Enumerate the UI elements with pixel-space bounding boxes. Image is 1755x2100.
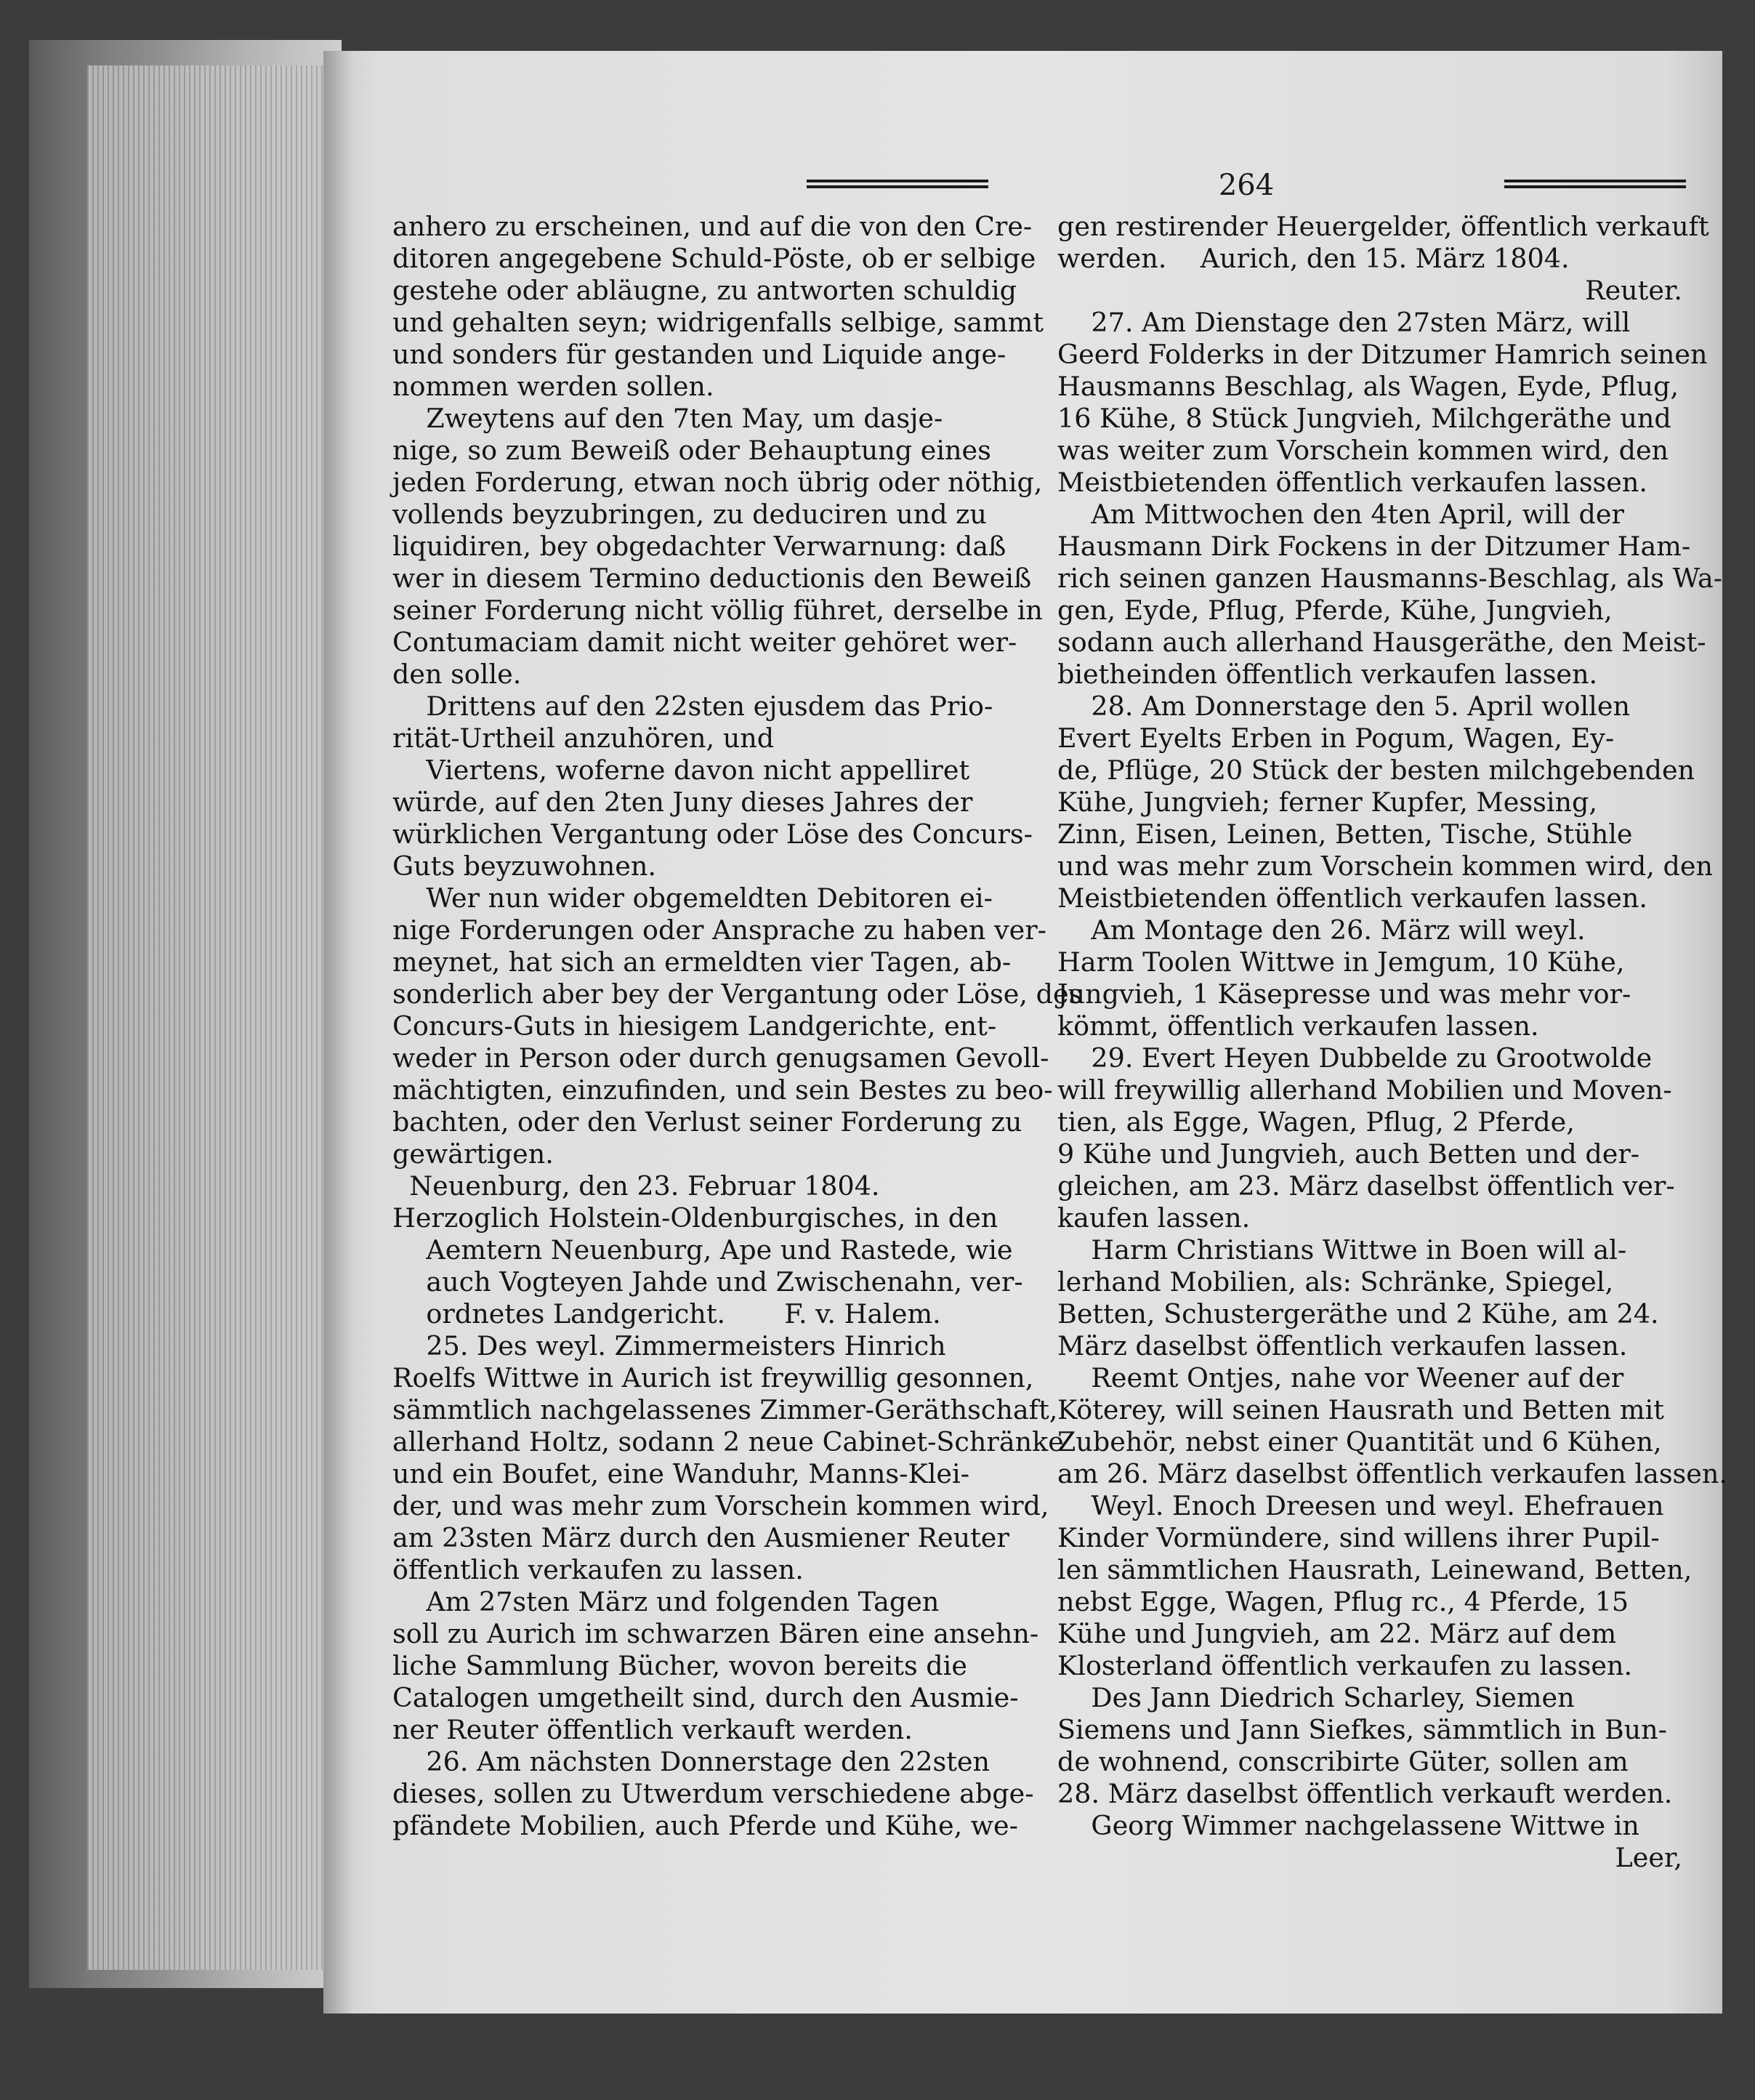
text-line: nommen werden sollen.	[392, 371, 714, 402]
text-line: len sämmtlichen Hausrath, Leinewand, Betten,	[1057, 1554, 1693, 1585]
header-rule-right	[1504, 180, 1686, 190]
text-line: Reuter.	[1585, 275, 1682, 306]
text-line: Kinder Vormündere, sind willens ihrer Pupil-	[1057, 1522, 1660, 1553]
text-line: kaufen lassen.	[1057, 1202, 1251, 1234]
text-line: ditoren angegebene Schuld-Pöste, ob er selbige	[392, 243, 1036, 274]
text-line: Kühe, Jungvieh; ferner Kupfer, Messing,	[1057, 787, 1597, 818]
text-line: lerhand Mobilien, als: Schränke, Spiegel,	[1057, 1266, 1614, 1298]
text-line: de, Pflüge, 20 Stück der besten milchgebenden	[1057, 755, 1695, 786]
text-line: auch Vogteyen Jahde und Zwischenahn, ver-	[392, 1266, 1023, 1298]
text-line: der, und was mehr zum Vorschein kommen wird,	[392, 1490, 1049, 1521]
text-line: gen, Eyde, Pflug, Pferde, Kühe, Jungvieh,	[1057, 595, 1613, 626]
text-line: anhero zu erscheinen, und auf die von den Cre-	[392, 211, 1033, 242]
text-line: Klosterland öffentlich verkaufen zu lassen.	[1057, 1650, 1633, 1681]
text-line: Evert Eyelts Erben in Pogum, Wagen, Ey-	[1057, 723, 1615, 754]
text-line: sämmtlich nachgelassenes Zimmer-Geräthschaft,	[392, 1394, 1058, 1425]
text-line: und ein Boufet, eine Wanduhr, Manns-Klei-	[392, 1458, 970, 1489]
text-line: nebst Egge, Wagen, Pflug rc., 4 Pferde, 15	[1057, 1586, 1629, 1617]
text-line: am 23sten März durch den Ausmiener Reuter	[392, 1522, 1009, 1553]
text-line: Siemens und Jann Siefkes, sämmtlich in Bun-	[1057, 1714, 1668, 1745]
book-page-stack	[87, 65, 327, 1970]
text-line: Jungvieh, 1 Käsepresse und was mehr vor-	[1057, 978, 1631, 1010]
text-line: nige, so zum Beweiß oder Behauptung eines	[392, 435, 991, 466]
text-line: ner Reuter öffentlich verkauft werden.	[392, 1714, 913, 1745]
text-line: Guts beyzuwohnen.	[392, 850, 656, 882]
text-line: Am 27sten März und folgenden Tagen	[392, 1586, 940, 1617]
text-line: März daselbst öffentlich verkaufen lassen.	[1057, 1330, 1628, 1361]
text-line: Aemtern Neuenburg, Ape und Rastede, wie	[392, 1234, 1013, 1266]
text-line: und was mehr zum Vorschein kommen wird, den	[1057, 850, 1713, 882]
text-line: gestehe oder abläugne, zu antworten schuldig	[392, 275, 1017, 306]
text-line: Harm Toolen Wittwe in Jemgum, 10 Kühe,	[1057, 946, 1625, 978]
text-line: allerhand Holtz, sodann 2 neue Cabinet-Schränke	[392, 1426, 1064, 1457]
text-line: de wohnend, conscribirte Güter, sollen am	[1057, 1746, 1629, 1777]
text-line: 29. Evert Heyen Dubbelde zu Grootwolde	[1057, 1042, 1653, 1074]
text-line: vollends beyzubringen, zu deduciren und zu	[392, 499, 987, 530]
text-line: werden. Aurich, den 15. März 1804.	[1057, 243, 1570, 274]
text-line: Reemt Ontjes, nahe vor Weener auf der	[1057, 1362, 1624, 1393]
left-text-column	[392, 211, 1083, 1842]
text-line: weder in Person oder durch genugsamen Gevoll-	[392, 1042, 1049, 1074]
text-line: Drittens auf den 22sten ejusdem das Prio-	[392, 691, 993, 722]
text-line: sonderlich aber bey der Vergantung oder Löse, des	[392, 978, 1083, 1010]
text-line: am 26. März daselbst öffentlich verkaufen lassen.	[1057, 1458, 1727, 1489]
text-line: Meistbietenden öffentlich verkaufen lassen.	[1057, 467, 1648, 498]
text-line: Contumaciam damit nicht weiter gehöret wer-	[392, 627, 1017, 658]
text-line: Zinn, Eisen, Leinen, Betten, Tische, Stühle	[1057, 818, 1633, 850]
text-line: Herzoglich Holstein-Oldenburgisches, in den	[392, 1202, 998, 1234]
text-line: Zubehör, nebst einer Quantität und 6 Kühen,	[1057, 1426, 1662, 1457]
text-line: 26. Am nächsten Donnerstage den 22sten	[392, 1746, 991, 1777]
text-line: Kühe und Jungvieh, am 22. März auf dem	[1057, 1618, 1617, 1649]
text-line: Neuenburg, den 23. Februar 1804.	[392, 1170, 880, 1202]
text-line: 25. Des weyl. Zimmermeisters Hinrich	[392, 1330, 946, 1361]
text-line: liquidiren, bey obgedachter Verwarnung: daß	[392, 531, 1006, 562]
text-line: wer in diesem Termino deductionis den Beweiß	[392, 563, 1032, 594]
text-line: mächtigten, einzufinden, und sein Bestes zu beo-	[392, 1074, 1053, 1106]
text-line: Wer nun wider obgemeldten Debitoren ei-	[392, 882, 993, 914]
text-line: jeden Forderung, etwan noch übrig oder nöthig,	[392, 467, 1043, 498]
text-line: Concurs-Guts in hiesigem Landgerichte, ent-	[392, 1010, 997, 1042]
text-line: Viertens, woferne davon nicht appelliret	[392, 755, 970, 786]
text-line: 28. Am Donnerstage den 5. April wollen	[1057, 691, 1630, 722]
page-header	[807, 164, 1686, 207]
text-line: Meistbietenden öffentlich verkaufen lassen.	[1057, 882, 1648, 914]
text-line: tien, als Egge, Wagen, Pflug, 2 Pferde,	[1057, 1106, 1575, 1138]
text-line: soll zu Aurich im schwarzen Bären eine ansehn-	[392, 1618, 1039, 1649]
header-rule-left	[807, 180, 988, 190]
text-line: würde, auf den 2ten Juny dieses Jahres der	[392, 787, 973, 818]
text-line: Betten, Schustergeräthe und 2 Kühe, am 24.	[1057, 1298, 1659, 1329]
text-line: pfändete Mobilien, auch Pferde und Kühe, we-	[392, 1810, 1018, 1841]
text-line: bietheinden öffentlich verkaufen lassen.	[1057, 659, 1598, 690]
text-line: sodann auch allerhand Hausgeräthe, den Meist-	[1057, 627, 1706, 658]
text-line: Hausmann Dirk Fockens in der Ditzumer Ham-	[1057, 531, 1691, 562]
text-line: rität-Urtheil anzuhören, und	[392, 723, 775, 754]
text-line: bachten, oder den Verlust seiner Forderung zu	[392, 1106, 1022, 1138]
text-line: gleichen, am 23. März daselbst öffentlich ver-	[1057, 1170, 1675, 1202]
text-line: will freywillig allerhand Mobilien und Moven-	[1057, 1074, 1672, 1106]
text-line: und sonders für gestanden und Liquide ange-	[392, 339, 1006, 370]
text-line: Geerd Folderks in der Ditzumer Hamrich seinen	[1057, 339, 1708, 370]
text-line: den solle.	[392, 659, 522, 690]
text-line: Roelfs Wittwe in Aurich ist freywillig gesonnen,	[392, 1362, 1034, 1393]
text-line: rich seinen ganzen Hausmanns-Beschlag, als Wa-	[1057, 563, 1723, 594]
text-line: meynet, hat sich an ermeldten vier Tagen, ab-	[392, 946, 1012, 978]
text-line: Harm Christians Wittwe in Boen will al-	[1057, 1234, 1627, 1266]
text-line: gen restirender Heuergelder, öffentlich verkauft	[1057, 211, 1709, 242]
text-line: was weiter zum Vorschein kommen wird, den	[1057, 435, 1669, 466]
text-line: 27. Am Dienstage den 27sten März, will	[1057, 307, 1631, 338]
text-line: Catalogen umgetheilt sind, durch den Ausmie-	[392, 1682, 1019, 1713]
page-number: 264	[1218, 169, 1275, 202]
text-line: seiner Forderung nicht völlig führet, derselbe in	[392, 595, 1043, 626]
text-line: Köterey, will seinen Hausrath und Betten mit	[1057, 1394, 1664, 1425]
text-line: und gehalten seyn; widrigenfalls selbige, sammt	[392, 307, 1044, 338]
text-line: 28. März daselbst öffentlich verkauft werden.	[1057, 1778, 1673, 1809]
text-line: Des Jann Diedrich Scharley, Siemen	[1057, 1682, 1575, 1713]
text-line: Zweytens auf den 7ten May, um dasje-	[392, 403, 943, 434]
text-line: gewärtigen.	[392, 1138, 554, 1170]
text-line: Am Mittwochen den 4ten April, will der	[1057, 499, 1624, 530]
text-line: Georg Wimmer nachgelassene Wittwe in	[1057, 1810, 1639, 1841]
text-line: Weyl. Enoch Dreesen und weyl. Ehefrauen	[1057, 1490, 1664, 1521]
text-line: liche Sammlung Bücher, wovon bereits die	[392, 1650, 967, 1681]
text-line: Am Montage den 26. März will weyl.	[1057, 914, 1586, 946]
text-line: ordnetes Landgericht. F. v. Halem.	[392, 1298, 941, 1329]
text-line: nige Forderungen oder Ansprache zu haben ver-	[392, 914, 1047, 946]
text-line: kömmt, öffentlich verkaufen lassen.	[1057, 1010, 1539, 1042]
text-line: öffentlich verkaufen zu lassen.	[392, 1554, 804, 1585]
text-line: dieses, sollen zu Utwerdum verschiedene abge-	[392, 1778, 1034, 1809]
text-line: Hausmanns Beschlag, als Wagen, Eyde, Pflug,	[1057, 371, 1679, 402]
text-line: würklichen Vergantung oder Löse des Concurs-	[392, 818, 1033, 850]
text-line: 16 Kühe, 8 Stück Jungvieh, Milchgeräthe und	[1057, 403, 1671, 434]
text-line: Leer,	[1615, 1842, 1682, 1873]
text-line: 9 Kühe und Jungvieh, auch Betten und der-	[1057, 1138, 1640, 1170]
page-gutter	[323, 51, 352, 2013]
right-text-column	[1057, 211, 1727, 1874]
